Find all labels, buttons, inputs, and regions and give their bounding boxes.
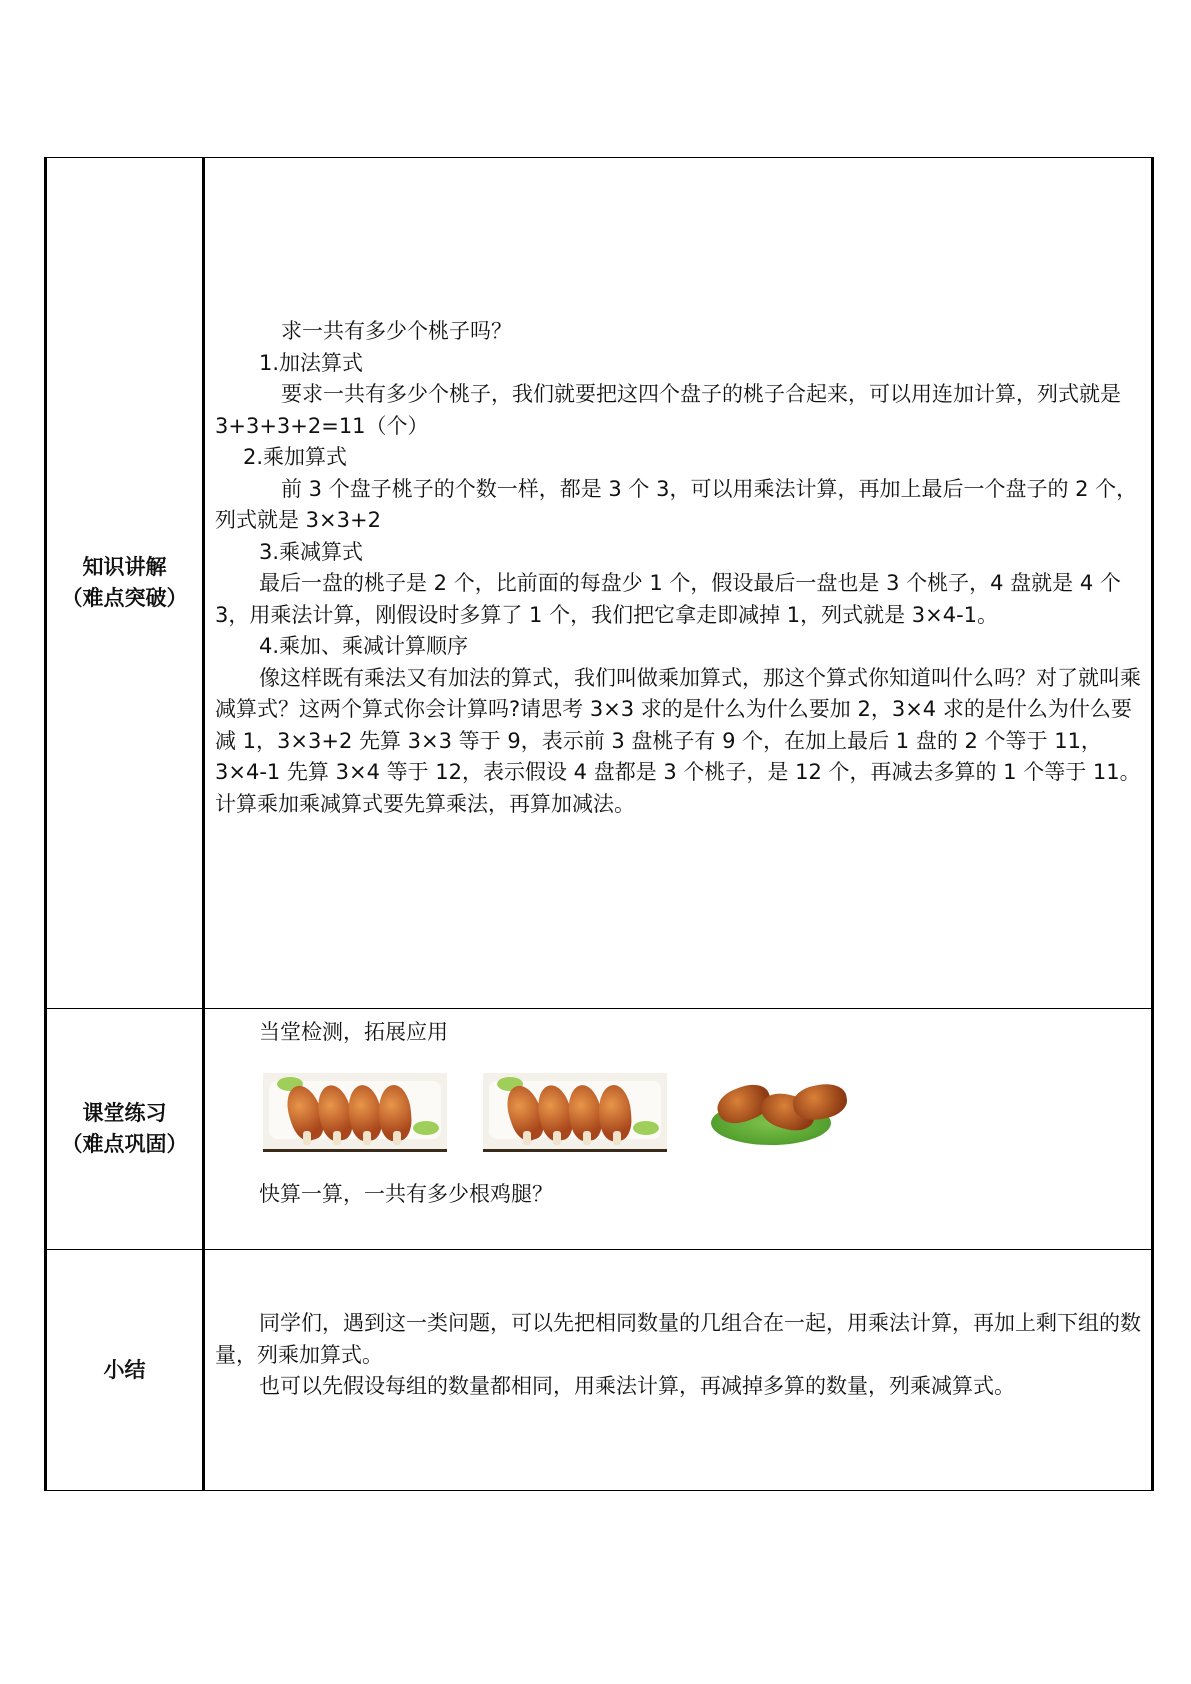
knowledge-row (46, 158, 1153, 1009)
practice-label-cell (46, 1009, 204, 1250)
practice-heading: 当堂检测，拓展应用 (259, 1020, 448, 1044)
summary-label: 小结 (103, 1357, 146, 1382)
knowledge-content-cell (204, 158, 1153, 1009)
practice-label: 课堂练习 (82, 1101, 167, 1125)
multiply-add-explanation: 前 3 个盘子桃子的个数一样，都是 3 个 3，可以用乘法计算，再加上最后一个盘子的 2 个，列式就是 3×3+2 (215, 476, 1138, 532)
practice-row (46, 1009, 1153, 1250)
summary-paragraph-1: 同学们，遇到这一类问题，可以先把相同数量的几组合在一起，用乘法计算，再加上剩下组的数量，列乘加算式。 (215, 1311, 1141, 1367)
knowledge-label: 知识讲解 (82, 555, 167, 579)
drumstick-plate-icon (263, 1073, 447, 1152)
summary-label-cell (46, 1250, 204, 1491)
order-explanation: 像这样既有乘法又有加法的算式，我们叫做乘加算式，那这个算式你知道叫什么吗？对了就叫乘减算式？这两个算式你会计算吗?请思考 3×3 求的是什么为什么要加 2，3×4 求的是什么为什么要减 1，3×3+2 先算 3×3 等于 9，表示前 3 盘桃子有 9 个，在加上最后 1 盘的 2 个等于 11，3×4-1 先算 3×4 等于 12，表示假设 4 盘都是 3 个桃子，是 12 个，再减去多算的 1 个等于 11。计算乘加乘减算式要先算乘法，再算加减法。 (215, 665, 1141, 816)
practice-images (263, 1073, 1141, 1153)
section-heading-multiply-add: 2.乘加算式 (243, 445, 348, 469)
practice-question: 快算一算，一共有多少根鸡腿？ (259, 1181, 553, 1206)
section-heading-addition: 1.加法算式 (259, 350, 364, 375)
chicken-wings-icon (703, 1073, 853, 1153)
drumstick-plate-icon (483, 1073, 667, 1152)
knowledge-sublabel: （难点突破） (61, 586, 188, 610)
summary-paragraph-2: 也可以先假设每组的数量都相同，用乘法计算，再减掉多算的数量，列乘减算式。 (259, 1374, 1015, 1398)
section-heading-multiply-subtract: 3.乘减算式 (259, 539, 364, 564)
section-heading-order: 4.乘加、乘减计算顺序 (259, 634, 469, 658)
intro-question: 求一共有多少个桃子吗？ (281, 319, 512, 343)
lesson-plan-table (44, 157, 1154, 1491)
practice-sublabel: （难点巩固） (61, 1132, 188, 1156)
summary-content-cell (204, 1250, 1153, 1491)
summary-row (46, 1250, 1153, 1491)
addition-explanation: 要求一共有多少个桃子，我们就要把这四个盘子的桃子合起来，可以用连加计算，列式就是 3+3+3+2=11（个） (215, 382, 1121, 438)
practice-content-cell (204, 1009, 1153, 1250)
knowledge-label-cell (46, 158, 204, 1009)
multiply-subtract-explanation: 最后一盘的桃子是 2 个，比前面的每盘少 1 个，假设最后一盘也是 3 个桃子，4 盘就是 4 个 3，用乘法计算，刚假设时多算了 1 个，我们把它拿走即减掉 1，列式就是 3×4-1。 (215, 571, 1121, 627)
